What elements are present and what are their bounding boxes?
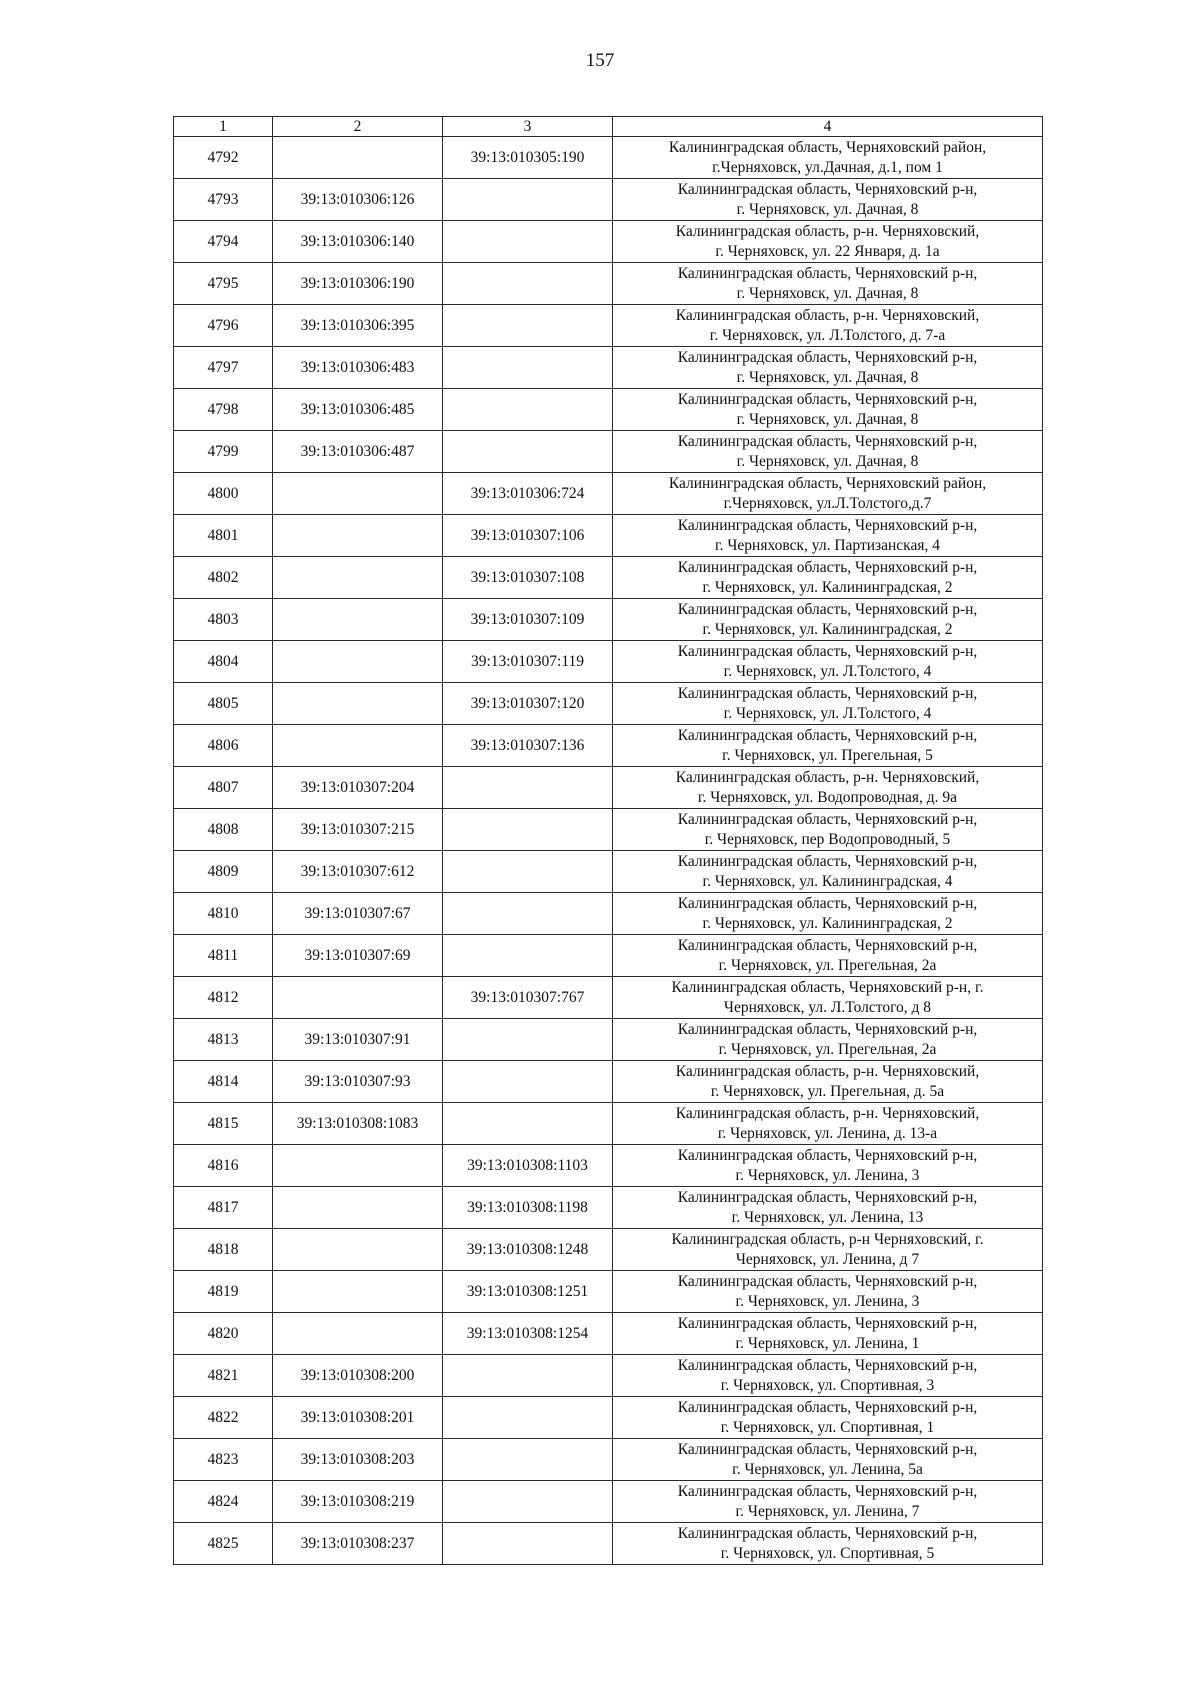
row-number-cell: 4817 [174, 1187, 273, 1229]
row-number-cell: 4818 [174, 1229, 273, 1271]
cadastral-number-cell: 39:13:010306:395 [273, 305, 443, 347]
cadastral-number-cell [443, 809, 613, 851]
address-line: г. Черняховск, ул. Калининградская, 4 [702, 872, 953, 890]
address-cell [613, 431, 1043, 473]
address-line: г.Черняховск, ул.Л.Толстого,д.7 [723, 494, 932, 512]
cadastral-number-cell: 39:13:010308:1248 [443, 1229, 613, 1271]
row-number-cell: 4802 [174, 557, 273, 599]
table-row [174, 305, 1043, 347]
row-number-cell: 4801 [174, 515, 273, 557]
row-number-cell: 4815 [174, 1103, 273, 1145]
row-number-cell: 4823 [174, 1439, 273, 1481]
address-line: г. Черняховск, ул. Калининградская, 2 [702, 914, 953, 932]
address-cell [613, 557, 1043, 599]
address-line: Калининградская область, Черняховский р-н, [677, 894, 978, 912]
table-row [174, 1481, 1043, 1523]
address-line: Калининградская область, Черняховский р-н, [677, 810, 978, 828]
address-line: г. Черняховск, ул. Дачная, 8 [736, 200, 919, 218]
address-line: Калининградская область, Черняховский район, [668, 138, 987, 156]
address-cell [613, 1061, 1043, 1103]
row-number-cell: 4793 [174, 179, 273, 221]
cadastral-number-cell [443, 347, 613, 389]
address-line: Калининградская область, р-н. Черняховский, [675, 1062, 980, 1080]
cadastral-number-cell: 39:13:010308:1083 [273, 1103, 443, 1145]
row-number-cell: 4796 [174, 305, 273, 347]
table-row [174, 557, 1043, 599]
address-line: г. Черняховск, ул. Калининградская, 2 [702, 578, 953, 596]
cadastral-number-cell [443, 1061, 613, 1103]
address-line: Калининградская область, Черняховский р-н, [677, 1314, 978, 1332]
address-line: Черняховск, ул. Ленина, д 7 [735, 1250, 920, 1268]
address-line: г. Черняховск, ул. Прегельная, 5 [722, 746, 933, 764]
cadastral-number-cell: 39:13:010306:485 [273, 389, 443, 431]
cadastral-number-cell: 39:13:010307:119 [443, 641, 613, 683]
table-row [174, 1313, 1043, 1355]
row-number-cell: 4813 [174, 1019, 273, 1061]
cadastral-number-cell [273, 473, 443, 515]
address-line: г. Черняховск, ул. Дачная, 8 [736, 284, 919, 302]
table-row [174, 347, 1043, 389]
address-line: Калининградская область, Черняховский р-н, [677, 936, 978, 954]
page-number: 157 [585, 50, 615, 71]
table-row [174, 137, 1043, 179]
address-line: г. Черняховск, ул. Дачная, 8 [736, 368, 919, 386]
cadastral-number-cell: 39:13:010307:767 [443, 977, 613, 1019]
table-row [174, 1145, 1043, 1187]
address-line: Калининградская область, р-н Черняховский, г. [671, 1230, 984, 1248]
cadastral-number-cell: 39:13:010306:724 [443, 473, 613, 515]
cadastral-number-cell: 39:13:010308:1198 [443, 1187, 613, 1229]
address-line: Калининградская область, р-н. Черняховский, [675, 768, 980, 786]
cadastral-number-cell [443, 1355, 613, 1397]
row-number-cell: 4809 [174, 851, 273, 893]
address-line: Калининградская область, Черняховский р-н, г. [671, 978, 984, 996]
address-line: г. Черняховск, ул. Ленина, д. 13-а [717, 1124, 938, 1142]
table-row [174, 1061, 1043, 1103]
address-cell [613, 1313, 1043, 1355]
address-line: г. Черняховск, ул. Ленина, 7 [735, 1502, 920, 1520]
table-row [174, 1103, 1043, 1145]
cadastral-number-cell: 39:13:010307:136 [443, 725, 613, 767]
cadastral-number-cell [443, 221, 613, 263]
table-row [174, 851, 1043, 893]
address-cell [613, 599, 1043, 641]
address-cell [613, 1145, 1043, 1187]
cadastral-number-cell: 39:13:010306:190 [273, 263, 443, 305]
address-cell [613, 389, 1043, 431]
address-cell [613, 977, 1043, 1019]
address-line: Калининградская область, Черняховский р-н, [677, 600, 978, 618]
table-row [174, 935, 1043, 977]
column-header-3: 3 [443, 117, 613, 137]
row-number-cell: 4794 [174, 221, 273, 263]
cadastral-number-cell: 39:13:010308:200 [273, 1355, 443, 1397]
row-number-cell: 4820 [174, 1313, 273, 1355]
row-number-cell: 4812 [174, 977, 273, 1019]
address-cell [613, 725, 1043, 767]
address-line: г. Черняховск, ул. Прегельная, 2а [718, 1040, 937, 1058]
address-line: Калининградская область, Черняховский р-н, [677, 1188, 978, 1206]
address-cell [613, 1397, 1043, 1439]
cadastral-number-cell [273, 725, 443, 767]
cadastral-number-cell: 39:13:010306:487 [273, 431, 443, 473]
cadastral-number-cell [443, 1439, 613, 1481]
table-row [174, 1397, 1043, 1439]
column-header-4: 4 [613, 117, 1043, 137]
address-line: г. Черняховск, ул. Калининградская, 2 [702, 620, 953, 638]
row-number-cell: 4798 [174, 389, 273, 431]
table-row [174, 1523, 1043, 1565]
address-line: Калининградская область, Черняховский р-н, [677, 348, 978, 366]
table-row [174, 1271, 1043, 1313]
table-row [174, 221, 1043, 263]
row-number-cell: 4825 [174, 1523, 273, 1565]
row-number-cell: 4807 [174, 767, 273, 809]
row-number-cell: 4821 [174, 1355, 273, 1397]
cadastral-number-cell: 39:13:010307:215 [273, 809, 443, 851]
address-line: Калининградская область, Черняховский р-н, [677, 684, 978, 702]
address-line: Калининградская область, р-н. Черняховский, [675, 1104, 980, 1122]
cadastral-number-cell [443, 851, 613, 893]
address-line: Калининградская область, Черняховский р-н, [677, 390, 978, 408]
table-row [174, 1355, 1043, 1397]
address-line: г. Черняховск, ул. Спортивная, 1 [720, 1418, 935, 1436]
table-row [174, 641, 1043, 683]
address-line: г. Черняховск, ул. Спортивная, 5 [720, 1544, 935, 1562]
address-line: Калининградская область, Черняховский р-н, [677, 1398, 978, 1416]
address-line: г. Черняховск, ул. Ленина, 3 [735, 1166, 920, 1184]
cadastral-number-cell: 39:13:010306:483 [273, 347, 443, 389]
address-cell [613, 263, 1043, 305]
address-cell [613, 1271, 1043, 1313]
address-cell [613, 683, 1043, 725]
table-row [174, 263, 1043, 305]
cadastral-number-cell: 39:13:010308:1251 [443, 1271, 613, 1313]
cadastral-number-cell [443, 305, 613, 347]
address-cell [613, 347, 1043, 389]
row-number-cell: 4792 [174, 137, 273, 179]
address-cell [613, 641, 1043, 683]
table-row [174, 977, 1043, 1019]
address-line: Калининградская область, Черняховский р-н, [677, 852, 978, 870]
address-cell [613, 851, 1043, 893]
address-cell [613, 473, 1043, 515]
row-number-cell: 4795 [174, 263, 273, 305]
address-line: Калининградская область, Черняховский р-н, [677, 1356, 978, 1374]
address-cell [613, 137, 1043, 179]
table-row [174, 1019, 1043, 1061]
table-row [174, 1439, 1043, 1481]
address-line: г. Черняховск, ул. Ленина, 3 [735, 1292, 920, 1310]
address-line: Калининградская область, Черняховский р-н, [677, 642, 978, 660]
table-row [174, 1229, 1043, 1271]
address-cell [613, 935, 1043, 977]
cadastral-number-cell [443, 1523, 613, 1565]
address-line: Черняховск, ул. Л.Толстого, д 8 [723, 998, 932, 1016]
row-number-cell: 4819 [174, 1271, 273, 1313]
row-number-cell: 4797 [174, 347, 273, 389]
table-header [174, 117, 1043, 137]
address-line: Калининградская область, Черняховский р-н, [677, 1146, 978, 1164]
address-cell [613, 1229, 1043, 1271]
cadastral-number-cell [273, 1271, 443, 1313]
cadastral-number-cell [443, 935, 613, 977]
address-line: г. Черняховск, ул. Прегельная, 2а [718, 956, 937, 974]
table-row [174, 767, 1043, 809]
cadastral-number-cell [443, 1019, 613, 1061]
address-line: г. Черняховск, ул. Л.Толстого, 4 [723, 704, 932, 722]
cadastral-number-cell: 39:13:010307:69 [273, 935, 443, 977]
cadastral-number-cell [273, 1313, 443, 1355]
row-number-cell: 4799 [174, 431, 273, 473]
row-number-cell: 4806 [174, 725, 273, 767]
address-line: Калининградская область, Черняховский р-н, [677, 180, 978, 198]
table-body [174, 137, 1043, 1565]
row-number-cell: 4814 [174, 1061, 273, 1103]
cadastral-number-cell: 39:13:010307:93 [273, 1061, 443, 1103]
cadastral-number-cell [443, 767, 613, 809]
address-cell [613, 1187, 1043, 1229]
cadastral-number-cell [273, 641, 443, 683]
cadastral-number-cell [443, 263, 613, 305]
table-row [174, 431, 1043, 473]
address-cell [613, 515, 1043, 557]
address-line: г. Черняховск, ул. Ленина, 5а [732, 1460, 923, 1478]
table-row [174, 725, 1043, 767]
row-number-cell: 4811 [174, 935, 273, 977]
table-row [174, 473, 1043, 515]
table-row [174, 599, 1043, 641]
address-line: г. Черняховск, ул. Дачная, 8 [736, 452, 919, 470]
column-header-2: 2 [273, 117, 443, 137]
cadastral-number-cell: 39:13:010308:1103 [443, 1145, 613, 1187]
cadastral-number-cell: 39:13:010306:140 [273, 221, 443, 263]
table-row [174, 893, 1043, 935]
address-line: г. Черняховск, ул. Спортивная, 3 [720, 1376, 935, 1394]
address-line: Калининградская область, Черняховский р-н, [677, 726, 978, 744]
table-row [174, 389, 1043, 431]
cadastral-number-cell [443, 431, 613, 473]
cadastral-number-cell: 39:13:010307:67 [273, 893, 443, 935]
cadastral-number-cell: 39:13:010307:106 [443, 515, 613, 557]
table-row [174, 683, 1043, 725]
cadastral-number-cell [273, 1187, 443, 1229]
table-row [174, 179, 1043, 221]
address-line: Калининградская область, Черняховский район, [668, 474, 987, 492]
cadastral-number-cell: 39:13:010308:219 [273, 1481, 443, 1523]
cadastral-number-cell [443, 1103, 613, 1145]
address-line: г. Черняховск, ул. Водопроводная, д. 9а [697, 788, 958, 806]
address-line: Калининградская область, Черняховский р-н, [677, 432, 978, 450]
row-number-cell: 4804 [174, 641, 273, 683]
address-cell [613, 1019, 1043, 1061]
address-line: Калининградская область, Черняховский р-н, [677, 1440, 978, 1458]
address-line: Калининградская область, Черняховский р-н, [677, 1482, 978, 1500]
cadastral-number-cell [273, 137, 443, 179]
cadastral-number-cell [443, 893, 613, 935]
row-number-cell: 4824 [174, 1481, 273, 1523]
address-cell [613, 179, 1043, 221]
address-line: Калининградская область, Черняховский р-н, [677, 264, 978, 282]
row-number-cell: 4810 [174, 893, 273, 935]
cadastral-number-cell: 39:13:010307:108 [443, 557, 613, 599]
address-line: г.Черняховск, ул.Дачная, д.1, пом 1 [712, 158, 943, 176]
address-line: Калининградская область, Черняховский р-н, [677, 1020, 978, 1038]
address-line: г. Черняховск, ул. Ленина, 1 [735, 1334, 920, 1352]
cadastral-number-cell [273, 515, 443, 557]
address-cell [613, 809, 1043, 851]
cadastral-number-cell [273, 683, 443, 725]
address-line: г. Черняховск, ул. Прегельная, д. 5а [710, 1082, 945, 1100]
address-cell [613, 1355, 1043, 1397]
address-line: г. Черняховск, ул. 22 Января, д. 1а [715, 242, 940, 260]
cadastral-number-cell: 39:13:010307:204 [273, 767, 443, 809]
cadastral-number-cell: 39:13:010307:120 [443, 683, 613, 725]
table-row [174, 809, 1043, 851]
row-number-cell: 4816 [174, 1145, 273, 1187]
table-row [174, 515, 1043, 557]
address-line: Калининградская область, Черняховский р-н, [677, 516, 978, 534]
cadastral-number-cell: 39:13:010307:109 [443, 599, 613, 641]
cadastral-number-cell: 39:13:010307:612 [273, 851, 443, 893]
cadastral-number-cell: 39:13:010308:237 [273, 1523, 443, 1565]
address-cell [613, 893, 1043, 935]
column-header-1: 1 [174, 117, 273, 137]
address-line: Калининградская область, Черняховский р-н, [677, 1524, 978, 1542]
address-line: Калининградская область, р-н. Черняховский, [675, 306, 980, 324]
row-number-cell: 4808 [174, 809, 273, 851]
cadastral-number-cell [443, 1397, 613, 1439]
address-line: Калининградская область, р-н. Черняховский, [675, 222, 980, 240]
cadastral-number-cell [443, 1481, 613, 1523]
address-cell [613, 305, 1043, 347]
address-line: г. Черняховск, ул. Л.Толстого, д. 7-а [709, 326, 946, 344]
address-cell [613, 221, 1043, 263]
address-line: г. Черняховск, пер Водопроводный, 5 [704, 830, 951, 848]
cadastral-number-cell: 39:13:010305:190 [443, 137, 613, 179]
cadastral-number-cell: 39:13:010308:203 [273, 1439, 443, 1481]
cadastral-number-cell [443, 179, 613, 221]
cadastral-number-cell: 39:13:010308:201 [273, 1397, 443, 1439]
cadastral-number-cell: 39:13:010307:91 [273, 1019, 443, 1061]
address-line: Калининградская область, Черняховский р-н, [677, 1272, 978, 1290]
address-line: г. Черняховск, ул. Партизанская, 4 [714, 536, 940, 554]
address-cell [613, 1523, 1043, 1565]
cadastral-number-cell [273, 1145, 443, 1187]
row-number-cell: 4805 [174, 683, 273, 725]
address-line: г. Черняховск, ул. Дачная, 8 [736, 410, 919, 428]
cadastral-number-cell [273, 1229, 443, 1271]
row-number-cell: 4803 [174, 599, 273, 641]
address-cell [613, 1481, 1043, 1523]
cadastral-number-cell [273, 977, 443, 1019]
address-cell [613, 1439, 1043, 1481]
cadastral-number-cell: 39:13:010306:126 [273, 179, 443, 221]
address-cell [613, 1103, 1043, 1145]
row-number-cell: 4800 [174, 473, 273, 515]
address-line: г. Черняховск, ул. Ленина, 13 [731, 1208, 924, 1226]
cadastral-number-cell: 39:13:010308:1254 [443, 1313, 613, 1355]
table-row [174, 1187, 1043, 1229]
cadastral-number-cell [273, 557, 443, 599]
registry-table [173, 116, 1043, 1565]
address-cell [613, 767, 1043, 809]
row-number-cell: 4822 [174, 1397, 273, 1439]
cadastral-number-cell [273, 599, 443, 641]
cadastral-number-cell [443, 389, 613, 431]
address-line: Калининградская область, Черняховский р-н, [677, 558, 978, 576]
address-line: г. Черняховск, ул. Л.Толстого, 4 [723, 662, 932, 680]
